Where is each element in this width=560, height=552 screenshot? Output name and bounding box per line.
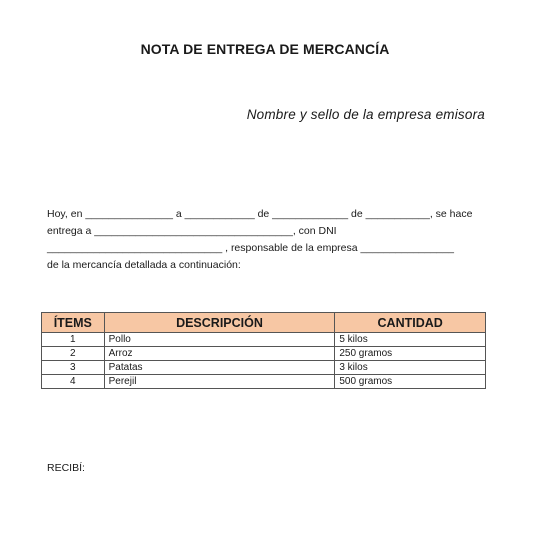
item-number: 2 [42,347,105,361]
statement-line: Hoy, en _______________ a ____________ de _____________ de ___________, se hace [47,208,473,220]
delivery-statement [47,206,497,274]
item-number: 4 [42,375,105,389]
document-title: NOTA DE ENTREGA DE MERCANCÍA [140,41,390,57]
header-quantity: CANTIDAD [335,313,486,333]
item-description: Perejil [104,375,335,389]
header-description: DESCRIPCIÓN [104,313,335,333]
item-description: Pollo [104,333,335,347]
item-description: Patatas [104,361,335,375]
table-row [42,375,486,389]
table-row [42,347,486,361]
issuer-name-placeholder: Nombre y sello de la empresa emisora [246,107,485,122]
item-number: 3 [42,361,105,375]
item-quantity: 500 gramos [335,375,486,389]
item-quantity: 5 kilos [335,333,486,347]
statement-line: de la mercancía detallada a continuación: [47,259,241,271]
item-quantity: 3 kilos [335,361,486,375]
statement-line: entrega a __________________________________, con DNI [47,225,337,237]
items-table [41,312,486,389]
item-description: Arroz [104,347,335,361]
table-row [42,361,486,375]
received-label: RECIBÍ: [47,462,85,474]
statement-line: ______________________________ , responsable de la empresa ________________ [47,242,454,254]
table-row [42,333,486,347]
header-items: ÍTEMS [42,313,105,333]
table-header-row [42,313,486,333]
item-number: 1 [42,333,105,347]
item-quantity: 250 gramos [335,347,486,361]
